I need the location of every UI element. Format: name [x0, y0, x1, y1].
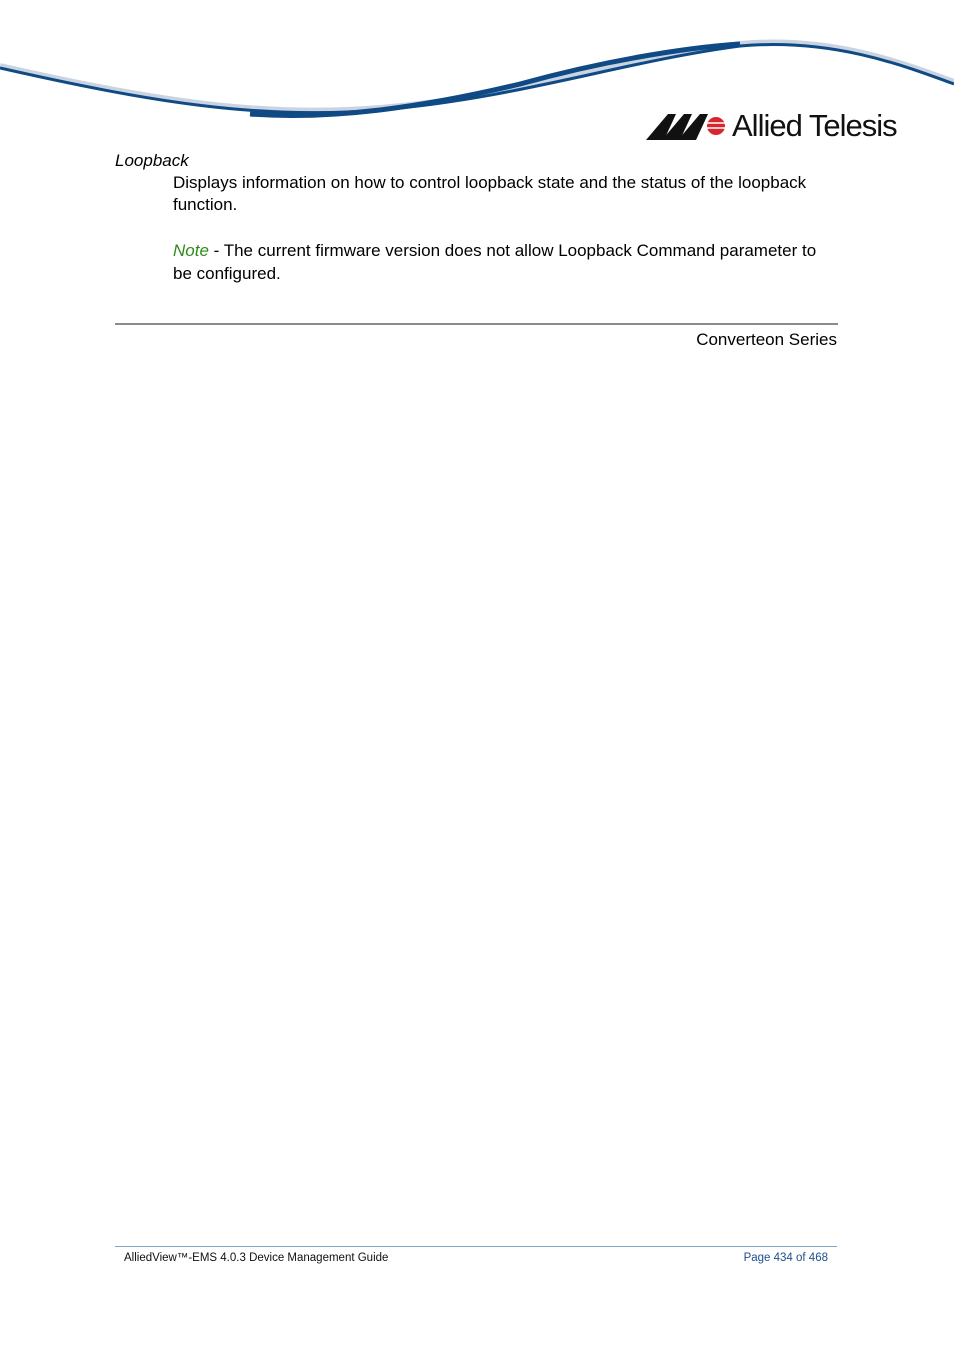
note-text: - The current firmware version does not allow Loopback Command parameter to be configured. — [173, 241, 817, 283]
footer-divider — [115, 1246, 837, 1247]
logo-mark-icon — [646, 114, 726, 140]
section-title: Loopback — [115, 151, 189, 170]
section-description: Displays information on how to control loopback state and the status of the loopback function. — [173, 173, 807, 214]
note-paragraph — [173, 239, 838, 285]
series-label: Converteon Series — [696, 330, 837, 349]
footer-page-info: Page 434 of 468 — [743, 1252, 828, 1264]
note-label: Note — [173, 241, 209, 260]
allied-telesis-logo — [646, 108, 906, 148]
brand-name: Allied Telesis — [732, 108, 897, 143]
footer-guide-title: AlliedView™-EMS 4.0.3 Device Management Guide — [124, 1252, 389, 1264]
section-divider — [115, 323, 838, 325]
